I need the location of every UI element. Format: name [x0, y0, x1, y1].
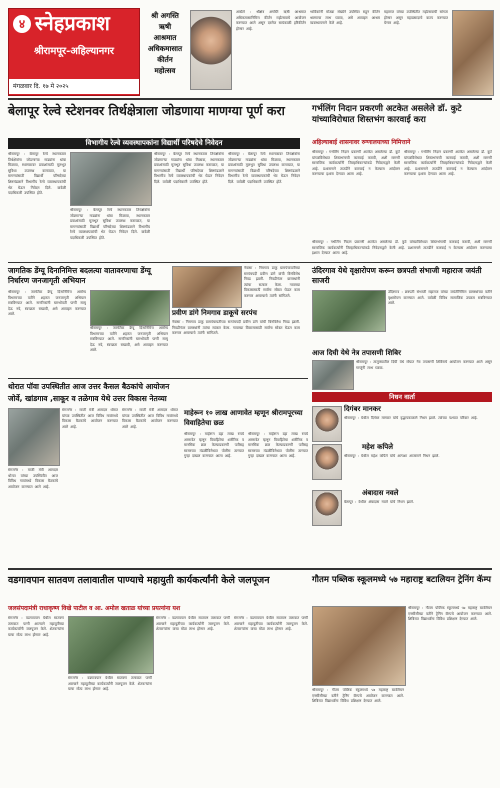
eye-camp-photo [312, 360, 354, 390]
right-lead-subhead: अहिल्याबाई शासनावर रुग्णालयाच्या निमित्ताने [312, 139, 411, 146]
undirgaon-headline: उंदिरगाव येथे वृक्षारोपण करून छत्रपती संभाजी महाराज जयंती साजरी [312, 266, 482, 285]
sarpanch-felicitation-photo [172, 266, 242, 308]
harassment-headline: माहेरून १० लाख आणावेत म्हणून श्रीरामपूरच्या विवाहितेचा छळ [184, 409, 303, 427]
dateline: मंगळवार दि. १७ मे २०२५ [9, 79, 139, 94]
jalpujan-subhead: जलसंपदामंत्री राधाकृष्ण विखे पाटील व आ. अमोल खताळ यांच्या प्रयत्नांना यश [8, 605, 181, 612]
station-meeting-photo [70, 152, 152, 206]
ncc-camp-photo [312, 606, 406, 686]
jalpujan-body-col2: संगमनेर : वडगावपान येथील सातवण तलावात पाणी आल्याने महायुतीच्या कार्यकर्त्यांनी जलपूजन केले. शेतकऱ्यांना याचा मोठा लाभ होणार आहे. [68, 676, 152, 692]
tree-plantation-photo [312, 290, 386, 332]
thorat-subhead: जोर्वे, खांडगाव ,साकूर व तळेगाव येथे उत्तर विकास नेतव्या [8, 394, 167, 403]
top-strip-col2: भाविकांनी मोठ्या संख्येने उपस्थित राहून कीर्तन श्रवणाचा लाभ घ्यावा, असे आवाहन आश्रम व्यवस्थापनाने केले आहे. [310, 10, 380, 26]
sarpanch-body: नेवासा : निमगाव डाकू ग्रामपंचायतीच्या सरपंचपदी प्रवीण डांगे यांची बिनविरोध निवड झाली. निवडीनंतर ग्रामस्थांनी त्यांचा सत्कार केला. गावाच्या विकासासाठी सर्वांना सोबत घेऊन काम करणार असल्याचे त्यांनी सांगितले. [172, 320, 300, 336]
right-lead-headline: गर्भलिंग निदान प्रकरणी अटकेत असलेले डॉ. कुटे यांच्याविरोधात शिस्तभंग कारवाई करा [312, 104, 462, 125]
divider [8, 262, 492, 263]
undirgaon-body: उंदिरगाव : छत्रपती संभाजी महाराज यांच्या जयंतीनिमित्त ग्रामस्थांच्या वतीने वृक्षारोपण करण्यात आले. यावेळी विविध सामाजिक उपक्रम राबविण्यात आले. [388, 290, 492, 306]
masthead-ad-text [144, 10, 186, 76]
obituary-name-2: महेश कपिले [362, 443, 394, 451]
dengue-body-col1: श्रीरामपूर : जागतिक डेंग्यू दिनानिमित्त आरोग्य विभागाच्या वतीने शहरात जनजागृती अभियान राबविण्यात आले. नागरिकांनी घराभोवती पाणी साचू देऊ नये, स्वच्छता राखावी, असे आवाहन करण्यात आले. [8, 290, 86, 317]
dengue-body-col2: श्रीरामपूर : जागतिक डेंग्यू दिनानिमित्त आरोग्य विभागाच्या वतीने शहरात जनजागृती अभियान राबविण्यात आले. नागरिकांनी घराभोवती पाणी साचू देऊ नये, स्वच्छता राखावी, असे आवाहन करण्यात आले. [90, 326, 168, 353]
thorat-headline: थोरात पॉवा उपस्थितीत आज उत्तर कैसल बैठकांचे आयोजन [8, 382, 170, 391]
ad-line: आश्रमात [153, 33, 177, 42]
lead-body-col2: श्रीरामपूर : बेलापूर रेल्वे स्थानकावर तिर्थक्षेत्रांना जोडणाऱ्या गाड्यांना थांबा मिळावा, स्थानकावर प्रवाशांसाठी मूलभूत सुविधा उपलब्ध कराव्यात, या मागण्यांसाठी विद्यार्थी परिषदेच्या शिष्टमंडळाने विभागीय रेल्वे व्यवस्थापकांची भेट घेऊन निवेदन दिले. यावेळी पदाधिकारी उपस्थित होते. [70, 208, 150, 240]
jalpujan-body-col3: संगमनेर : वडगावपान येथील सातवण तलावात पाणी आल्याने महायुतीच्या कार्यकर्त्यांनी जलपूजन केले. शेतकऱ्यांना याचा मोठा लाभ होणार आहे. [156, 616, 230, 632]
harassment-body-col2: श्रीरामपूर : माहेरून दहा लाख रुपये आणावेत म्हणून विवाहितेचा शारीरिक व मानसिक छळ केल्याप्रकरणी पतीसह सासरच्या मंडळींविरोधात पोलीस ठाण्यात गुन्हा दाखल करण्यात आला आहे. [248, 432, 308, 459]
harassment-body-col1: श्रीरामपूर : माहेरून दहा लाख रुपये आणावेत म्हणून विवाहितेचा शारीरिक व मानसिक छळ केल्याप्रकरणी पतीसह सासरच्या मंडळींविरोधात पोलीस ठाण्यात गुन्हा दाखल करण्यात आला आहे. [184, 432, 244, 459]
obituary-portrait-1 [312, 406, 342, 442]
lead-body-col1: श्रीरामपूर : बेलापूर रेल्वे स्थानकावर तिर्थक्षेत्रांना जोडणाऱ्या गाड्यांना थांबा मिळावा, स्थानकावर प्रवाशांसाठी मूलभूत सुविधा उपलब्ध कराव्यात, या मागण्यांसाठी विद्यार्थी परिषदेच्या शिष्टमंडळाने विभागीय रेल्वे व्यवस्थापकांची भेट घेऊन निवेदन दिले. यावेळी पदाधिकारी उपस्थित होते. [8, 152, 66, 196]
obituary-body-2: श्रीरामपूर : येथील महेश कपिले यांचे अल्पशा आजाराने निधन झाले. [344, 454, 440, 458]
issue-number-badge: ४ [13, 15, 31, 33]
ncc-camp-headline: गौतम पब्लिक स्कूलमध्ये ५७ महाराष्ट्र बटालियन ट्रेनिंग कॅम्प [312, 575, 491, 585]
obituary-body-1: श्रीरामपूर : येथील दिगंबर मानकर यांचे वृद्धापकाळाने निधन झाले. त्यांच्या पश्चात परिवार आहे. [344, 416, 478, 420]
lead-body-col4: श्रीरामपूर : बेलापूर रेल्वे स्थानकावर तिर्थक्षेत्रांना जोडणाऱ्या गाड्यांना थांबा मिळावा, स्थानकावर प्रवाशांसाठी मूलभूत सुविधा उपलब्ध कराव्यात, या मागण्यांसाठी विद्यार्थी परिषदेच्या शिष्टमंडळाने विभागीय रेल्वे व्यवस्थापकांची भेट घेऊन निवेदन दिले. यावेळी पदाधिकारी उपस्थित होते. [228, 152, 300, 184]
thorat-body-col1: संगमनेर : माजी मंत्री आमदार थोरात यांच्या उपस्थितीत आज विविध गावांमध्ये विकास बैठकांचे आयोजन करण्यात आले आहे. [62, 408, 118, 429]
right-lead-body-col1: श्रीरामपूर : गर्भलिंग निदान प्रकरणी अटकेत असलेल्या डॉ. कुटे यांच्याविरोधात शिस्तभंगाची कारवाई करावी, अशी मागणी सामाजिक कार्यकर्त्यांनी जिल्हाधिकाऱ्यांकडे निवेदनाद्वारे केली आहे. प्रशासनाने तातडीने कारवाई न केल्यास आंदोलन करण्याचा इशारा देण्यात आला आहे. [312, 150, 400, 177]
dengue-headline: जागतिक डेंग्यू दिनानिमित्त बदलत्या वातावरणाचा डेंग्यू निर्धारण जनजागृती अभियान [8, 266, 151, 285]
divider [8, 98, 492, 100]
ritual-photo [452, 10, 494, 96]
edition-name: श्रीरामपूर-अहिल्यानगर [33, 46, 115, 57]
lead-banner: विभागीय रेल्वे व्यवस्थापकांना विद्यार्थी परिषदेचे निवेदन [8, 138, 300, 149]
lead-headline: बेलापूर रेल्वे स्टेशनवर तिर्थक्षेत्राला जोडणाया माणग्या पूर्ण करा [8, 103, 285, 118]
divider [8, 568, 492, 570]
obituary-banner: निधन वार्ता [312, 392, 492, 402]
right-lead-body-col3: श्रीरामपूर : गर्भलिंग निदान प्रकरणी अटकेत असलेल्या डॉ. कुटे यांच्याविरोधात शिस्तभंगाची कारवाई करावी, अशी मागणी सामाजिक कार्यकर्त्यांनी जिल्हाधिकाऱ्यांकडे निवेदनाद्वारे केली आहे. प्रशासनाने तातडीने कारवाई न केल्यास आंदोलन करण्याचा इशारा देण्यात आला आहे. [312, 240, 492, 256]
thorat-photo [8, 408, 60, 466]
sarpanch-headline: प्रवीण डांगे निमगाव डाकूचे सरपंच [172, 309, 257, 317]
obituary-name-3: अंबादास नवले [362, 489, 399, 497]
obituary-portrait-3 [312, 490, 342, 526]
ad-line: महोत्सव [154, 66, 176, 75]
ad-line: कीर्तन [157, 55, 173, 64]
ncc-camp-body-col1: श्रीरामपूर : गौतम पब्लिक स्कूलमध्ये ५७ महाराष्ट्र बटालियन एनसीसीच्या वतीने ट्रेनिंग कॅम्पचे आयोजन करण्यात आले. शिबिरात विद्यार्थ्यांना विविध प्रशिक्षण देण्यात आले. [408, 606, 492, 622]
obituary-name-1: दिगंबर मानकर [344, 405, 381, 413]
ad-line: श्री अगस्ति [151, 11, 179, 20]
lead-body-col3: श्रीरामपूर : बेलापूर रेल्वे स्थानकावर तिर्थक्षेत्रांना जोडणाऱ्या गाड्यांना थांबा मिळावा, स्थानकावर प्रवाशांसाठी मूलभूत सुविधा उपलब्ध कराव्यात, या मागण्यांसाठी विद्यार्थी परिषदेच्या शिष्टमंडळाने विभागीय रेल्वे व्यवस्थापकांची भेट घेऊन निवेदन दिले. यावेळी पदाधिकारी उपस्थित होते. [154, 152, 224, 184]
jalpujan-body-col4: संगमनेर : वडगावपान येथील सातवण तलावात पाणी आल्याने महायुतीच्या कार्यकर्त्यांनी जलपूजन केले. शेतकऱ्यांना याचा मोठा लाभ होणार आहे. [234, 616, 308, 632]
lake-photo [68, 616, 154, 674]
eye-camp-body: श्रीरामपूर : तालुक्यातील दिघी येथे मोफत नेत्र तपासणी शिबिराचे आयोजन करण्यात आले असून गरजूंनी लाभ घ्यावा. [356, 360, 492, 370]
top-strip-col1: अकोले : श्रीक्षेत्र अगस्ति ऋषी आश्रमात अधिकमासानिमित्त कीर्तन महोत्सवाचे आयोजन करण्यात आले असून दररोज सायंकाळी हरिकीर्तन होणार आहे. [236, 10, 306, 31]
jalpujan-body-col1: संगमनेर : वडगावपान येथील सातवण तलावात पाणी आल्याने महायुतीच्या कार्यकर्त्यांनी जलपूजन केले. शेतकऱ्यांना याचा मोठा लाभ होणार आहे. [8, 616, 64, 637]
right-lead-body-col2: श्रीरामपूर : गर्भलिंग निदान प्रकरणी अटकेत असलेल्या डॉ. कुटे यांच्याविरोधात शिस्तभंगाची कारवाई करावी, अशी मागणी सामाजिक कार्यकर्त्यांनी जिल्हाधिकाऱ्यांकडे निवेदनाद्वारे केली आहे. प्रशासनाने तातडीने कारवाई न केल्यास आंदोलन करण्याचा इशारा देण्यात आला आहे. [404, 150, 492, 177]
obituary-body-3: बेलापूर : येथील अंबादास नवले यांचे निधन झाले. [344, 500, 414, 504]
paper-name: स्नेहप्रकाश [35, 11, 110, 35]
thorat-body-col2: संगमनेर : माजी मंत्री आमदार थोरात यांच्या उपस्थितीत आज विविध गावांमध्ये विकास बैठकांचे आयोजन करण्यात आले आहे. [122, 408, 178, 429]
thorat-body-col3: संगमनेर : माजी मंत्री आमदार थोरात यांच्या उपस्थितीत आज विविध गावांमध्ये विकास बैठकांचे आयोजन करण्यात आले आहे. [8, 468, 58, 489]
eye-camp-headline: आज दिघी येथे नेत्र तपासणी शिबिर [312, 349, 401, 357]
top-strip-col3: महाराज यांच्या उपस्थितीत महोत्सवाची सांगता होणार असून महाप्रसादाचे वाटप करण्यात येणार आहे. [384, 10, 448, 26]
obituary-portrait-2 [312, 444, 342, 480]
jalpujan-headline: वडगावपान सातवण तलावातील पाण्याचे महायुती कार्यकर्त्यांनी केले जलपूजन [8, 575, 270, 586]
mosquito-photo [90, 290, 170, 326]
masthead [8, 8, 140, 96]
ad-line: अधिकमासात [147, 44, 183, 53]
sarpanch-body-top: नेवासा : निमगाव डाकू ग्रामपंचायतीच्या सरपंचपदी प्रवीण डांगे यांची बिनविरोध निवड झाली. निवडीनंतर ग्रामस्थांनी त्यांचा सत्कार केला. गावाच्या विकासासाठी सर्वांना सोबत घेऊन काम करणार असल्याचे त्यांनी सांगितले. [244, 266, 300, 298]
divider [8, 378, 308, 379]
saint-portrait-photo [190, 10, 232, 90]
ad-line: ऋषी [158, 22, 172, 31]
ncc-camp-body-col2: श्रीरामपूर : गौतम पब्लिक स्कूलमध्ये ५७ महाराष्ट्र बटालियन एनसीसीच्या वतीने ट्रेनिंग कॅम्पचे आयोजन करण्यात आले. शिबिरात विद्यार्थ्यांना विविध प्रशिक्षण देण्यात आले. [312, 688, 404, 704]
